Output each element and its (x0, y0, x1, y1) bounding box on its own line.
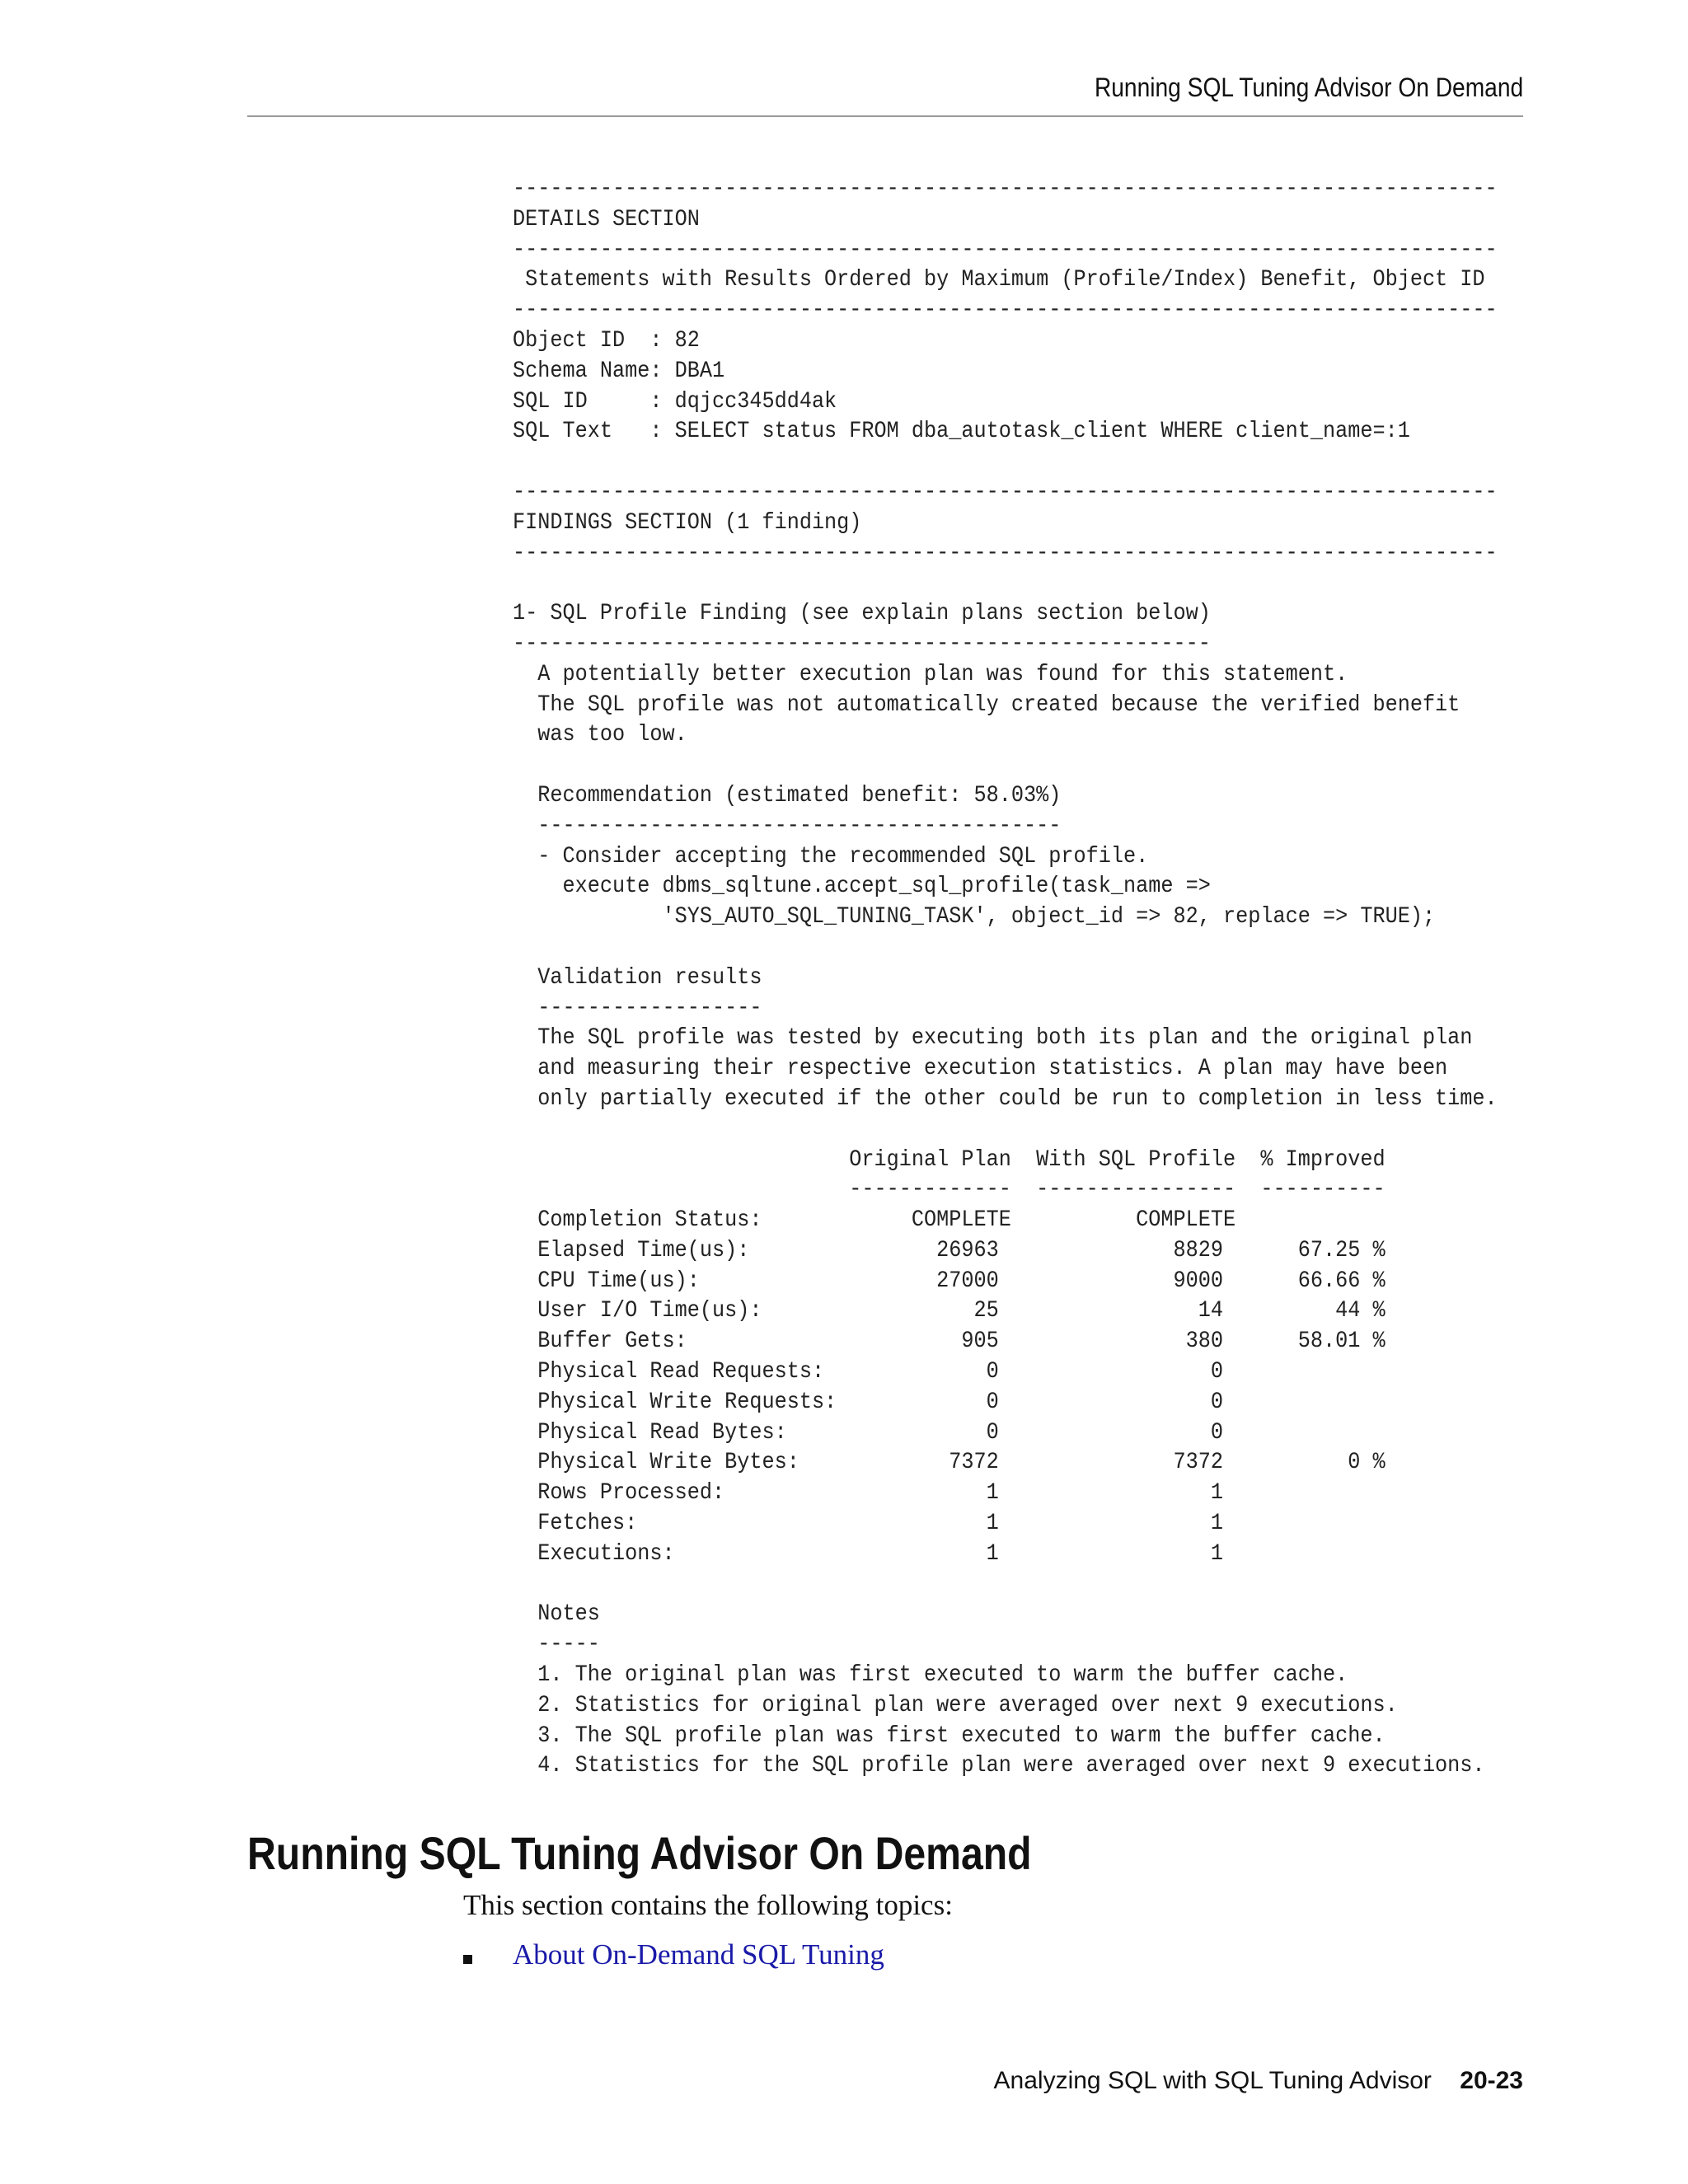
square-bullet-icon (463, 1955, 472, 1964)
page-number: 20-23 (1460, 2067, 1523, 2094)
topic-list (463, 1938, 884, 1971)
topic-list-item (463, 1938, 884, 1971)
about-on-demand-sql-tuning-link[interactable]: About On-Demand SQL Tuning (513, 1938, 884, 1971)
running-header: Running SQL Tuning Advisor On Demand (1094, 73, 1523, 102)
header-rule (247, 115, 1523, 117)
running-footer (994, 2067, 1523, 2095)
sql-tuning-report: ------------------------------------------------------------------------------- DETAILS SECTION ------------------------------------------------------------------------------- Statements with Results Ordered by Maximum (Profile/Index) Benefit, Object ID ------------------------------------------------------------------------------- Object ID : 82 Schema Name: DBA1 SQL ID : dqjcc345dd4ak SQL Text : SELECT status FROM dba_autotask_client WHERE client_name=:1 ------------------------------------------------------------------------------- FINDINGS SECTION (1 finding) ------------------------------------------------------------------------------- 1- SQL Profile Finding (see explain plans section below) -------------------------------------------------------- A potentially better execution plan was found for this statement. The SQL profile was not automatically created because the verified benefit was too low. Recommendation (estimated benefit: 58.03%) ------------------------------------------ - Consider accepting the recommended SQL profile. execute dbms_sqltune.accept_sql_profile(task_name => 'SYS_AUTO_SQL_TUNING_TASK', object_id => 82, replace => TRUE); Validation results ------------------ The SQL profile was tested by executing both its plan and the original plan and measuring their respective execution statistics. A plan may have been only partially executed if the other could be run to completion in less time. Original Plan With SQL Profile % Improved ------------- ---------------- ---------- Completion Status: COMPLETE COMPLETE Elapsed Time(us): 26963 8829 67.25 % CPU Time(us): 27000 9000 66.66 % User I/O Time(us): 25 14 44 % Buffer Gets: 905 380 58.01 % Physical Read Requests: 0 0 Physical Write Requests: 0 0 Physical Read Bytes: 0 0 Physical Write Bytes: 7372 7372 0 % Rows Processed: 1 1 Fetches: 1 1 Executions: 1 1 Notes ----- 1. The original plan was first executed to warm the buffer cache. 2. Statistics for original plan were averaged over next 9 executions. 3. The SQL profile plan was first executed to warm the buffer cache. 4. Statistics for the SQL profile plan were averaged over next 9 executions. (513, 176, 1498, 1779)
section-intro: This section contains the following topics: (463, 1889, 953, 1921)
footer-title: Analyzing SQL with SQL Tuning Advisor (993, 2067, 1432, 2094)
section-heading: Running SQL Tuning Advisor On Demand (247, 1827, 1032, 1879)
